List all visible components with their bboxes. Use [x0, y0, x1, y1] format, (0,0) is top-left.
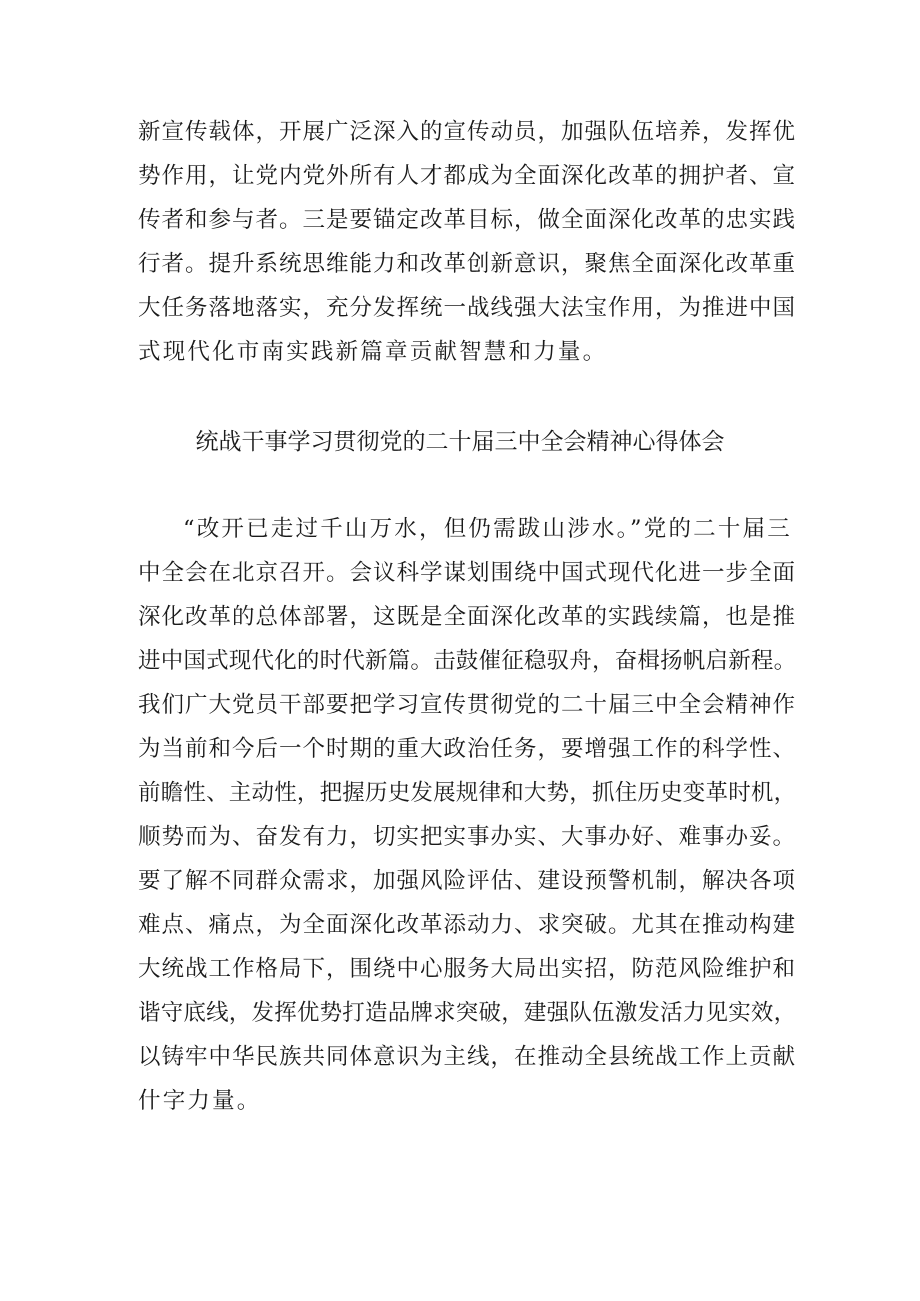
paragraph-line: 中全会在北京召开。会议科学谋划围绕中国式现代化进一步全面 — [138, 560, 797, 586]
paragraph-line: 要了解不同群众需求，加强风险评估、建设预警机制，解决各项 — [138, 868, 797, 894]
paragraph-line: 行者。提升系统思维能力和改革创新意识，聚焦全面深化改革重 — [138, 251, 797, 277]
paragraph-line: 前瞻性、主动性，把握历史发展规律和大势，抓住历史变革时机， — [138, 780, 797, 806]
paragraph-line: 什字力量。 — [138, 1088, 262, 1114]
paragraph-line: 式现代化市南实践新篇章贡献智慧和力量。 — [138, 339, 608, 365]
paragraph-line: 深化改革的总体部署，这既是全面深化改革的实践续篇，也是推 — [138, 604, 797, 630]
paragraph-line: 传者和参与者。三是要锚定改革目标，做全面深化改革的忠实践 — [138, 207, 797, 233]
paragraph-line: 大统战工作格局下，围绕中心服务大局出实招，防范风险维护和 — [138, 956, 797, 982]
paragraph-line: “改开已走过千山万水，但仍需跋山涉水。”党的二十届三 — [183, 516, 792, 542]
paragraph-line: 难点、痛点，为全面深化改革添动力、求突破。尤其在推动构建 — [138, 912, 797, 938]
paragraph-line: 以铸牢中华民族共同体意识为主线，在推动全县统战工作上贡献 — [138, 1044, 797, 1070]
section-title: 统战干事学习贯彻党的二十届三中全会精神心得体会 — [195, 429, 725, 455]
paragraph-line: 势作用，让党内党外所有人才都成为全面深化改革的拥护者、宣 — [138, 163, 797, 189]
paragraph-line: 为当前和今后一个时期的重大政治任务，要增强工作的科学性、 — [138, 736, 797, 762]
paragraph-line: 大任务落地落实，充分发挥统一战线强大法宝作用，为推进中国 — [138, 295, 797, 321]
paragraph-line: 进中国式现代化的时代新篇。击鼓催征稳驭舟，奋楫扬帆启新程。 — [138, 648, 797, 674]
paragraph-line: 顺势而为、奋发有力，切实把实事办实、大事办好、难事办妥。 — [138, 824, 797, 850]
paragraph-line: 谐守底线，发挥优势打造品牌求突破，建强队伍激发活力见实效， — [138, 1000, 797, 1026]
paragraph-line: 我们广大党员干部要把学习宣传贯彻党的二十届三中全会精神作 — [138, 692, 797, 718]
paragraph-line: 新宣传载体，开展广泛深入的宣传动员，加强队伍培养，发挥优 — [138, 119, 797, 145]
